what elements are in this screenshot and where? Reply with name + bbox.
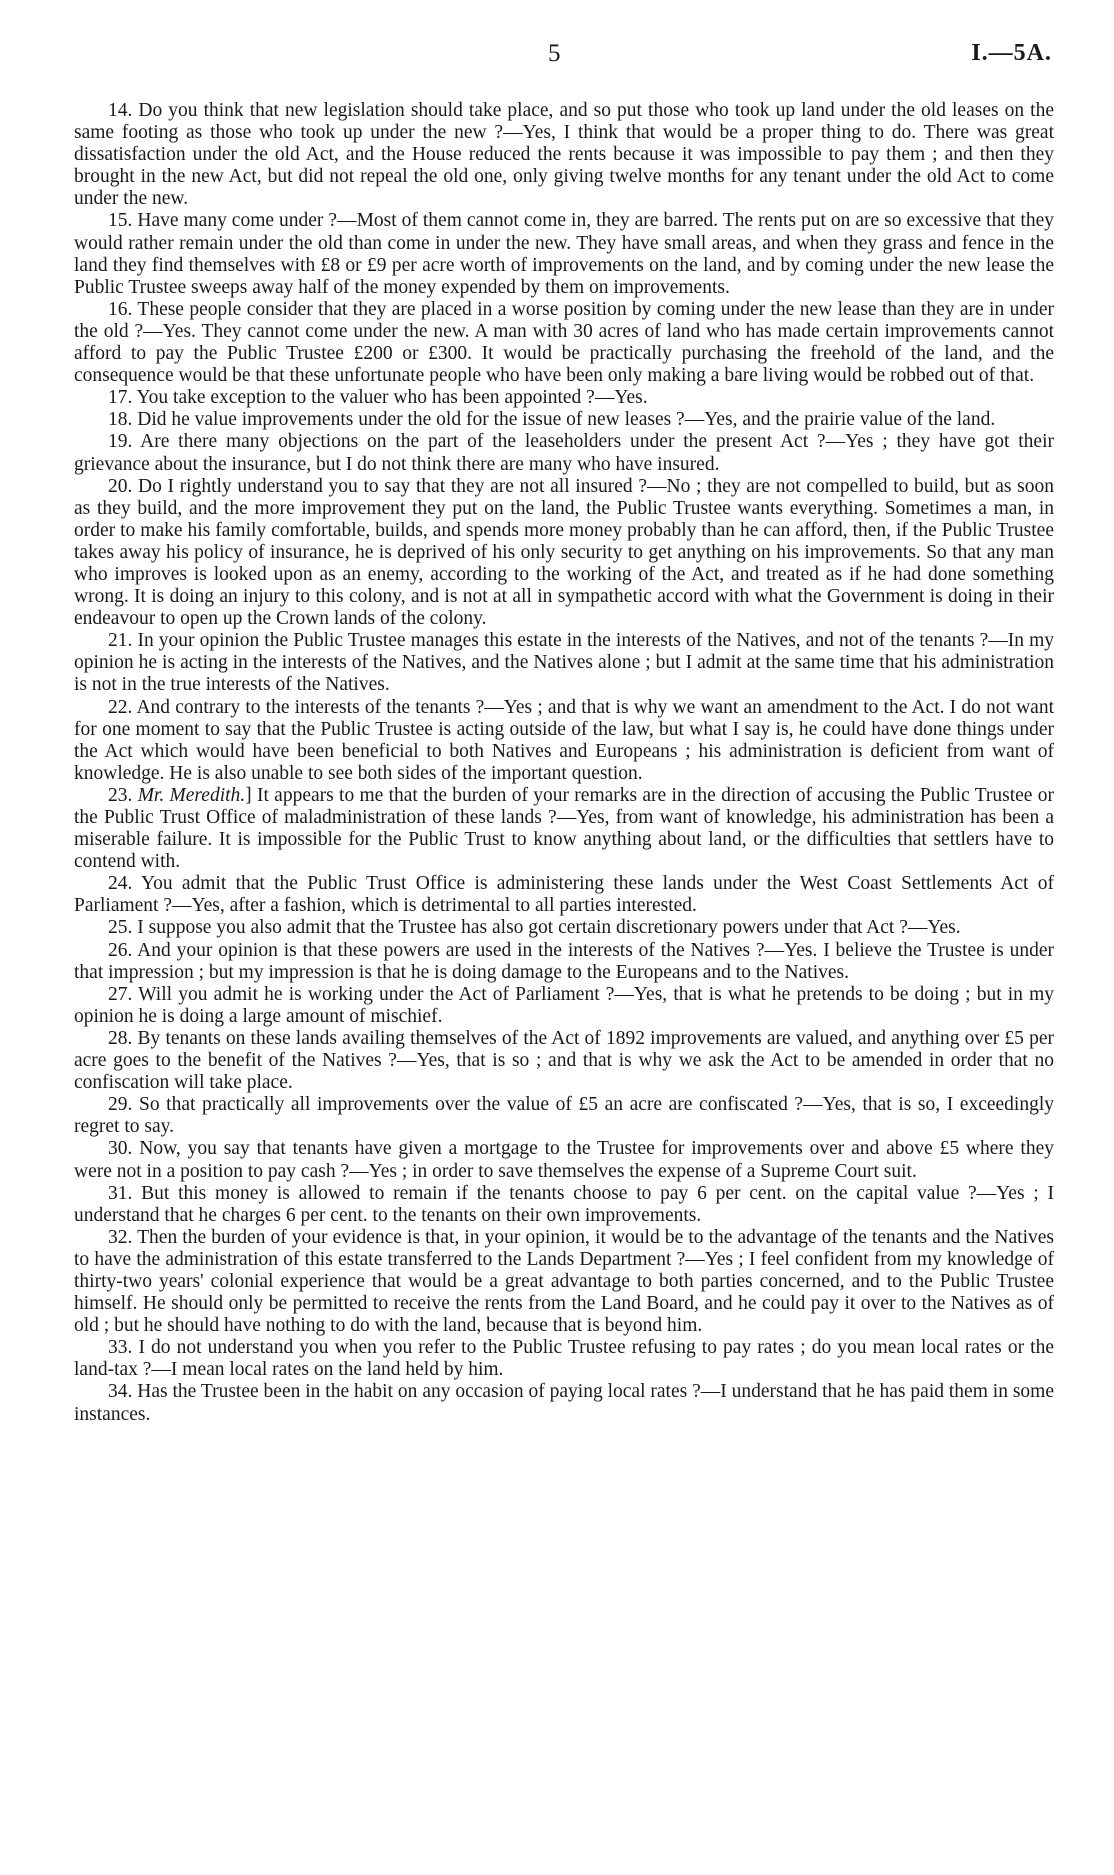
question-text: 24. You admit that the Public Trust Office is administering these lands under the West Coast Settlements Act of Parliament ?—Yes, after a fashion, which is detrimental to all parties interested.: [74, 873, 1054, 917]
question-paragraph: [74, 873, 1054, 917]
question-text: 30. Now, you say that tenants have given a mortgage to the Trustee for improvements over and above £5 where they were not in a position to pay cash ?—Yes ; in order to save themselves the expense of a Supreme Court suit.: [74, 1138, 1054, 1182]
question-paragraph: [74, 984, 1054, 1028]
question-text: 27. Will you admit he is working under the Act of Parliament ?—Yes, that is what he pretends to be doing ; but in my opinion he is doing a large amount of mischief.: [74, 983, 1054, 1027]
question-paragraph: [74, 630, 1054, 696]
question-paragraph: [74, 940, 1054, 984]
question-paragraph: [74, 1381, 1054, 1425]
question-paragraph: [74, 100, 1054, 210]
question-text: 32. Then the burden of your evidence is that, in your opinion, it would be to the advantage of the tenants and the Natives to have the administration of this estate transferred to the Lands Department ?—Yes ; I feel confident from my knowledge of thirty-two years' colonial experience that would be a great advantage to both parties concerned, and to the Public Trustee himself. He should only be permitted to receive the rents from the Land Board, and he could pay it over to the Natives as of old ; but he should have nothing to do with the land, because that is beyond him.: [74, 1226, 1054, 1337]
question-text: 25. I suppose you also admit that the Trustee has also got certain discretionary powers under that Act ?—Yes.: [108, 917, 961, 939]
question-paragraph: [74, 1227, 1054, 1337]
question-text: 17. You take exception to the valuer who has been appointed ?—Yes.: [108, 387, 648, 409]
question-text: 33. I do not understand you when you refer to the Public Trustee refusing to pay rates ; do you mean local rates or the land-tax ?—I mean local rates on the land held by him.: [74, 1337, 1054, 1381]
question-paragraph: [74, 409, 1054, 431]
question-text: 29. So that practically all improvements over the value of £5 an acre are confiscated ?—Yes, that is so, I exceedingly regret to say.: [74, 1094, 1054, 1138]
question-text: 34. Has the Trustee been in the habit on any occasion of paying local rates ?—I understand that he has paid them in some instances.: [74, 1381, 1054, 1425]
question-paragraph: [74, 917, 1054, 939]
question-paragraph: [74, 299, 1054, 387]
page-header: [0, 40, 1114, 74]
question-paragraph: [74, 1138, 1054, 1182]
paper-reference: I.—5A.: [971, 40, 1052, 66]
question-text: 20. Do I rightly understand you to say that they are not all insured ?—No ; they are not compelled to build, but as soon as they build, and the more improvement they put on the land, the Public Trustee wants everything. Sometimes a man, in order to make his family comfortable, builds, and spends more money probably than he can afford, then, if the Public Trustee takes away his policy of insurance, he is deprived of his only security to get anything on his improvements. So that any man who improves is looked upon as an enemy, according to the working of the Act, and treated as if he had done something wrong. It is doing an injury to this colony, and is not at all in sympathetic accord with what the Government is doing in their endeavour to open up the Crown lands of the colony.: [74, 475, 1054, 630]
question-text: ] It appears to me that the burden of your remarks are in the direction of accusing the Public Trustee or the Public Trust Office of maladministration of these lands ?—Yes, from want of knowledge, his administration has been a miserable failure. It is impossible for the Public Trust to know anything about land, or the difficulties that settlers have to contend with.: [74, 784, 1054, 873]
question-text: 22. And contrary to the interests of the tenants ?—Yes ; and that is why we want an amendment to the Act. I do not want for one moment to say that the Public Trustee is acting outside of the law, but what I say is, he could have done things under the Act which would have been beneficial to both Natives and Europeans ; his administration is deficient from want of knowledge. He is also unable to see both sides of the important question.: [74, 696, 1054, 784]
question-text: 14. Do you think that new legislation should take place, and so put those who took up land under the old leases on the same footing as those who took up under the new ?—Yes, I think that would be a proper thing to do. There was great dissatisfaction under the old Act, and the House reduced the rents because it was impossible to pay them ; and then they brought in the new Act, but did not repeal the old one, only giving twelve months for any tenant under the old Act to come under the new.: [74, 100, 1054, 210]
page-number: 5: [548, 40, 562, 67]
question-text: 28. By tenants on these lands availing themselves of the Act of 1892 improvements are valued, and anything over £5 per acre goes to the benefit of the Natives ?—Yes, that is so ; and that is why we ask the Act to be amended in order that no confiscation will take place.: [74, 1027, 1054, 1094]
evidence-transcript: [74, 100, 1054, 1426]
question-paragraph: [74, 476, 1054, 631]
question-text: 15. Have many come under ?—Most of them cannot come in, they are barred. The rents put on are so excessive that they would rather remain under the old than come in under the new. They have small areas, and when they grass and fence in the land they find themselves with £8 or £9 per acre worth of improvements on the land, and by coming under the new lease the Public Trustee sweeps away half of the money expended by them on improvements.: [74, 210, 1054, 298]
question-paragraph: [74, 431, 1054, 475]
question-prefix: 23.: [108, 784, 138, 806]
question-paragraph: [74, 387, 1054, 409]
question-text: 31. But this money is allowed to remain if the tenants choose to pay 6 per cent. on the capital value ?—Yes ; I understand that he charges 6 per cent. to the tenants on their own improvements.: [74, 1182, 1054, 1226]
speaker-name: Mr. Meredith.: [137, 784, 246, 806]
question-paragraph: [74, 1337, 1054, 1381]
question-paragraph: [74, 785, 1054, 873]
question-paragraph: [74, 1183, 1054, 1227]
question-text: 19. Are there many objections on the part of the leaseholders under the present Act ?—Yes ; they have got their grievance about the insurance, but I do not think there are many who have insured.: [74, 431, 1054, 475]
question-text: 21. In your opinion the Public Trustee manages this estate in the interests of the Natives, and not of the tenants ?—In my opinion he is acting in the interests of the Natives, and the Natives alone ; but I admit at the same time that his administration is not in the true interests of the Natives.: [74, 630, 1054, 696]
question-text: 16. These people consider that they are placed in a worse position by coming under the new lease than they are in under the old ?—Yes. They cannot come under the new. A man with 30 acres of land who has made certain improvements cannot afford to pay the Public Trustee £200 or £300. It would be practically purchasing the freehold of the land, and the consequence would be that these unfortunate people who have been only making a bare living would be robbed out of that.: [74, 298, 1054, 387]
question-paragraph: [74, 697, 1054, 785]
question-paragraph: [74, 1094, 1054, 1138]
question-text: 18. Did he value improvements under the old for the issue of new leases ?—Yes, and the prairie value of the land.: [108, 409, 996, 431]
question-paragraph: [74, 1028, 1054, 1094]
question-text: 26. And your opinion is that these powers are used in the interests of the Natives ?—Yes. I believe the Trustee is under that impression ; but my impression is that he is doing damage to the Europeans and to the Natives.: [74, 939, 1054, 983]
question-paragraph: [74, 210, 1054, 298]
